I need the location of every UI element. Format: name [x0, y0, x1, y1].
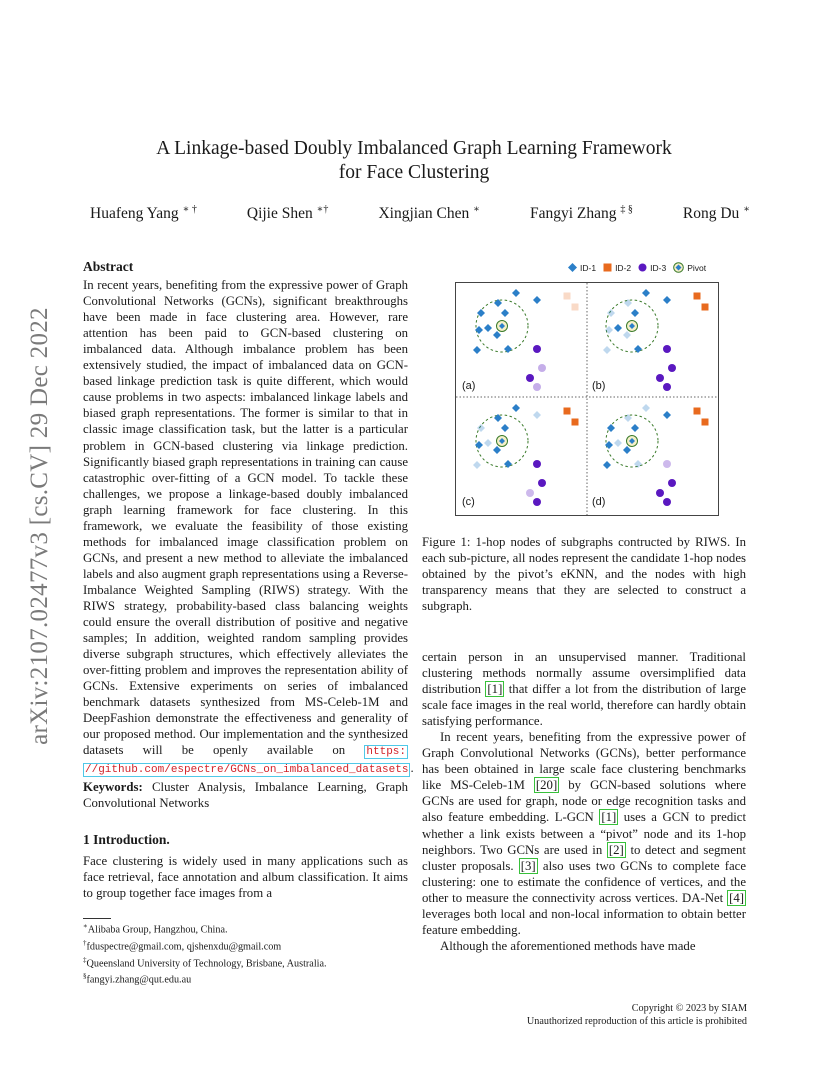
id1-node [623, 331, 631, 339]
citation-link[interactable]: [20] [535, 778, 558, 793]
id1-node [484, 439, 492, 447]
pivot-icon [673, 262, 684, 273]
id1-node [605, 326, 613, 334]
id2-node [572, 304, 579, 311]
square-icon [603, 263, 612, 272]
id3-node [668, 364, 676, 372]
id1-node [623, 446, 631, 454]
abstract-heading: Abstract [83, 259, 134, 274]
id1-node [642, 404, 650, 412]
id3-node [533, 383, 541, 391]
footnote-rule [83, 918, 111, 919]
id1-node [533, 411, 541, 419]
repo-link[interactable]: //github.com/espectre/GCNs_on_imbalanced_datasets [85, 764, 409, 777]
paper-title [100, 137, 728, 185]
paragraph: Although the aforementioned methods have made [440, 938, 696, 953]
repo-link[interactable]: https: [366, 746, 406, 759]
id2-node [564, 408, 571, 415]
id3-node [533, 498, 541, 506]
id1-node [603, 461, 611, 469]
panel-label: (b) [592, 380, 606, 392]
id3-node [663, 460, 671, 468]
id1-node [605, 441, 613, 449]
citation-link[interactable]: [1] [601, 810, 617, 825]
id1-node [493, 331, 501, 339]
id3-node [663, 383, 671, 391]
title-line-1: A Linkage-based Doubly Imbalanced Graph Learning Framework [156, 138, 672, 159]
keywords: Keywords: Cluster Analysis, Imbalance Learning, Graph Convolutional Networks [83, 779, 408, 810]
id1-node [493, 446, 501, 454]
citation-link[interactable]: [2] [608, 842, 624, 857]
author: Huafeng Yang ∗ † [90, 204, 197, 223]
id1-node [642, 289, 650, 297]
figure-1 [455, 258, 720, 518]
legend-item: Pivot [673, 262, 706, 273]
id1-node [501, 309, 509, 317]
id3-node [656, 489, 664, 497]
id1-node [512, 289, 520, 297]
id1-node [614, 439, 622, 447]
legend-item: ID-1 [568, 263, 596, 273]
figure-legend [568, 262, 706, 273]
left-column [83, 259, 414, 901]
paragraph: In recent years, benefiting from the expressive power of Graph Convolutional Networks (GCNs), better performance has been obtained in large scale face clustering benchmarks like MS-Celeb-1M [20] by GCN-based solutions where GCNs are used for graph, node or edge recognition tasks and also feature embedding. L-GCN [1] uses a GCN to predict whether a link exists between a “pivot” node and its 1-hop neighbors. Two GCNs are used in [2] to detect and segment cluster proposals. [3] also uses two GCNs to complete face clustering: one to estimate the confidence of vertices, and the other to measure the connectivity across vertices. DA-Net [4] leverages both local and non-local information to obtain better feature embedding. [422, 730, 747, 937]
footnote: ∗Alibaba Group, Hangzhou, China. [83, 922, 228, 936]
intro-heading: 1 Introduction. [83, 831, 170, 847]
id3-node [538, 479, 546, 487]
id1-node [475, 326, 483, 334]
arxiv-identifier: arXiv:2107.02477v3 [cs.CV] 29 Dec 2022 [26, 307, 53, 745]
id1-node [663, 411, 671, 419]
id1-node [603, 346, 611, 354]
legend-item: ID-3 [638, 263, 666, 273]
id1-node [512, 404, 520, 412]
figure-plot [455, 278, 720, 518]
author-list [90, 204, 750, 223]
author: Fangyi Zhang ‡ § [529, 204, 633, 223]
id3-node [533, 460, 541, 468]
panel-label: (a) [462, 380, 476, 392]
paragraph: certain person in an unsupervised manner. Traditional clustering methods normally assume oversimplified data distribution [1] that differ a lot from the distribution of large scale face images in the real world, therefore can hardly obtain satisfying performance. [422, 650, 747, 729]
footnote: †fduspectre@gmail.com, qjshenxdu@gmail.com [83, 938, 282, 953]
panel-label: (c) [462, 496, 475, 508]
id2-node [572, 419, 579, 426]
id2-node [564, 293, 571, 300]
legend-item: ID-2 [603, 263, 631, 273]
id1-node [475, 441, 483, 449]
id2-node [702, 304, 709, 311]
id1-node [663, 296, 671, 304]
circle-icon [638, 263, 647, 272]
id2-node [694, 293, 701, 300]
author: Xingjian Chen ∗ [378, 204, 480, 223]
citation-link[interactable]: [1] [487, 682, 503, 697]
diamond-icon [568, 263, 577, 272]
id3-node [538, 364, 546, 372]
id3-node [663, 345, 671, 353]
id1-node [631, 309, 639, 317]
citation-link[interactable]: [4] [729, 890, 744, 905]
id1-node [501, 424, 509, 432]
id2-node [694, 408, 701, 415]
right-column [422, 649, 746, 954]
footnote: §fangyi.zhang@qut.edu.au [83, 972, 192, 986]
id1-node [473, 346, 481, 354]
title-line-2: for Face Clustering [338, 162, 490, 183]
figure-caption: Figure 1: 1-hop nodes of subgraphs contructed by RIWS. In each sub-picture, all nodes represent the candidate 1-hop nodes obtained by the pivot’s eKNN, and the nodes with high transparency means that they are selected to construct a subgraph. [422, 535, 746, 614]
footnotes [83, 920, 413, 987]
id1-node [533, 296, 541, 304]
abstract-body: In recent years, benefiting from the expressive power of Graph Convolutional Networks (GCNs), significant breakthroughs have been made in face clustering area. However, rare attention has been paid to GCN-based clustering on imbalanced data. Although imbalance problem has been extensively studied, the impact of imbalanced data on GCN-based linkage prediction task is quite different, which would cause problems in two aspects: imbalanced linkage labels and biased graph representations. The former is similar to that in classic image classification task, but the latter is a particular problem in GCN-based clustering via linkage prediction. Significantly biased graph representations in training can cause catastrophic over-fitting of a GCN model. To tackle these challenges, we propose a linkage-based doubly imbalanced graph learning framework for face clustering. In this framework, we evaluate the feasibility of those existing methods for imbalanced image classification problem on GCNs, and present a new method to alleviate the imbalanced labels and also augment graph representations using a Reverse-Imbalance Weighted Sampling (RIWS) strategy. With the RIWS strategy, probability-based class balancing weights could ensure the overall distribution of positive and negative samples; In addition, weighted random sampling provides diverse subgraph structures, which effectively alleviates the over-fitting problem and improves the representation ability of GCNs. Extensive experiments on series of imbalanced benchmark datasets synthesized from MS-Celeb-1M and DeepFashion demonstrate the effectiveness and generality of our proposed method. Our implementation and the synthesized datasets will be openly available on https: //github.com/espectre/GCNs_on_imbalanced_datasets . [83, 278, 414, 777]
id3-node [533, 345, 541, 353]
author: Rong Du ∗ [682, 204, 750, 223]
intro-paragraph: Face clustering is widely used in many applications such as face retrieval, face annotation and album classification. It aims to group together face images from a [83, 853, 408, 900]
id1-node [484, 324, 492, 332]
footnote: ‡Queensland University of Technology, Brisbane, Australia. [83, 955, 327, 969]
citation-link[interactable]: [3] [520, 858, 536, 873]
id3-node [656, 374, 664, 382]
id1-node [614, 324, 622, 332]
id2-node [702, 419, 709, 426]
copyright-notice: Copyright © 2023 by SIAM Unauthorized reproduction of this article is prohibited [526, 1003, 747, 1027]
author: Qijie Shen ∗† [246, 204, 329, 223]
id3-node [526, 489, 534, 497]
id1-node [473, 461, 481, 469]
id3-node [668, 479, 676, 487]
id3-node [526, 374, 534, 382]
id3-node [663, 498, 671, 506]
panel-label: (d) [592, 496, 606, 508]
id1-node [631, 424, 639, 432]
